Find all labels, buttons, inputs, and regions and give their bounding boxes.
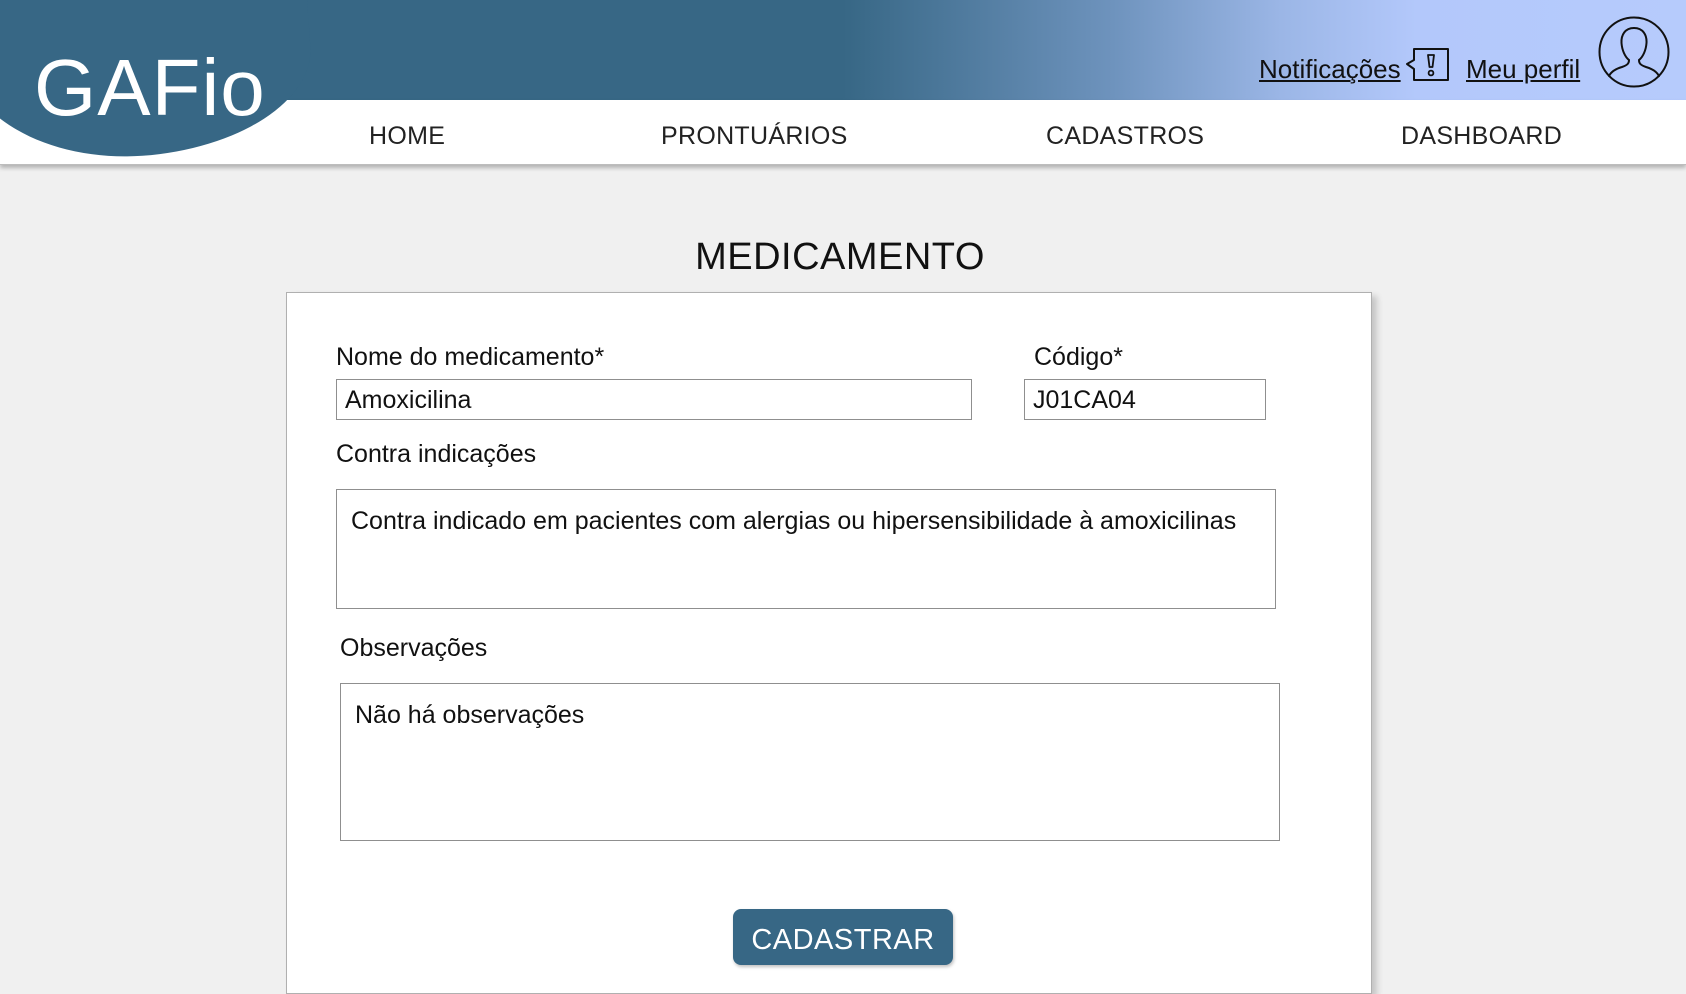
app-logo[interactable]: GAFio	[34, 43, 266, 132]
nav-item-dashboard[interactable]: DASHBOARD	[1401, 122, 1563, 150]
user-avatar-icon[interactable]	[1598, 16, 1670, 88]
nav-item-home[interactable]: HOME	[369, 122, 446, 150]
notification-alert-icon[interactable]	[1405, 47, 1451, 83]
codigo-input[interactable]	[1024, 379, 1266, 420]
observacoes-textarea[interactable]	[340, 683, 1280, 841]
codigo-label: Código*	[1034, 343, 1123, 371]
nav-item-prontuarios[interactable]: PRONTUÁRIOS	[661, 122, 848, 150]
contra-indicacoes-textarea[interactable]	[336, 489, 1276, 609]
nome-input[interactable]	[336, 379, 972, 420]
observacoes-label: Observações	[340, 634, 488, 662]
page-title: MEDICAMENTO	[695, 236, 985, 278]
cadastrar-button[interactable]: CADASTRAR	[733, 909, 953, 965]
nome-label: Nome do medicamento*	[336, 343, 605, 371]
notifications-link[interactable]: Notificações	[1259, 54, 1401, 84]
profile-link[interactable]: Meu perfil	[1466, 54, 1581, 84]
nav-item-cadastros[interactable]: CADASTROS	[1046, 122, 1205, 150]
contra-indicacoes-label: Contra indicações	[336, 440, 537, 468]
